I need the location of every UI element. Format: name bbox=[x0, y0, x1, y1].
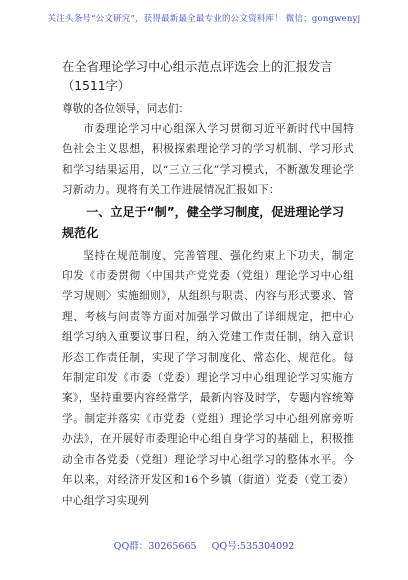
footer-contact bbox=[0, 538, 408, 552]
intro-paragraph: 市委理论学习中心组深入学习贯彻习近平新时代中国特色社会主义思想，积极探索理论学习的学习机制、学习形式和学习结果运用，以“三立三化”学习模式，不断激发理论学习新动力。现将有关工作进展情况汇报如下： bbox=[62, 123, 354, 197]
salutation: 尊敬的各位领导，同志们： bbox=[62, 103, 190, 115]
section-one-heading: 一、立足于“制”，健全学习制度，促进理论学习规范化 bbox=[62, 204, 344, 240]
header-promo-text: 关注头条号“公文研究”，获得最新最全最专业的公文资料库！ 微信：gongwenyj bbox=[47, 14, 361, 24]
document-body bbox=[62, 58, 354, 511]
document-title: 在全省理论学习中心组示范点评选会上的汇报发言（1511字） bbox=[62, 60, 333, 93]
footer-qq-group: QQ群：30265665 bbox=[113, 541, 197, 552]
section-one-paragraph: 坚持在规范制度、完善管理、强化约束上下功夫，制定印发《市委贯彻〈中国共产党党委（党组）理论学习中心组学习规则〉实施细则》，从组织与职责、内容与形式要求、管理、考核与问责等方面对加强学习做出了详细规定，把中心组学习纳入重要议事日程，纳入党建工作责任制，纳入意识形态工作责任制，实现了学习制度化、常态化、规范化。每年制定印发《市委（党委）理论学习中心组理论学习实施方案》，坚持重要内容经常学，最新内容及时学，专题内容统筹学。制定并落实《市党委（党组）理论学习中心组列席旁听办法》，在开展好市委理论中心组自身学习的基础上，积极推动全市各党委（党组）理论学习中心组学习的整体水平。今年以来，对经济开发区和16个乡镇（街道）党委（党工委）中心组学习实现列 bbox=[62, 249, 354, 507]
footer-qq-number: QQ号:535304092 bbox=[211, 541, 295, 552]
